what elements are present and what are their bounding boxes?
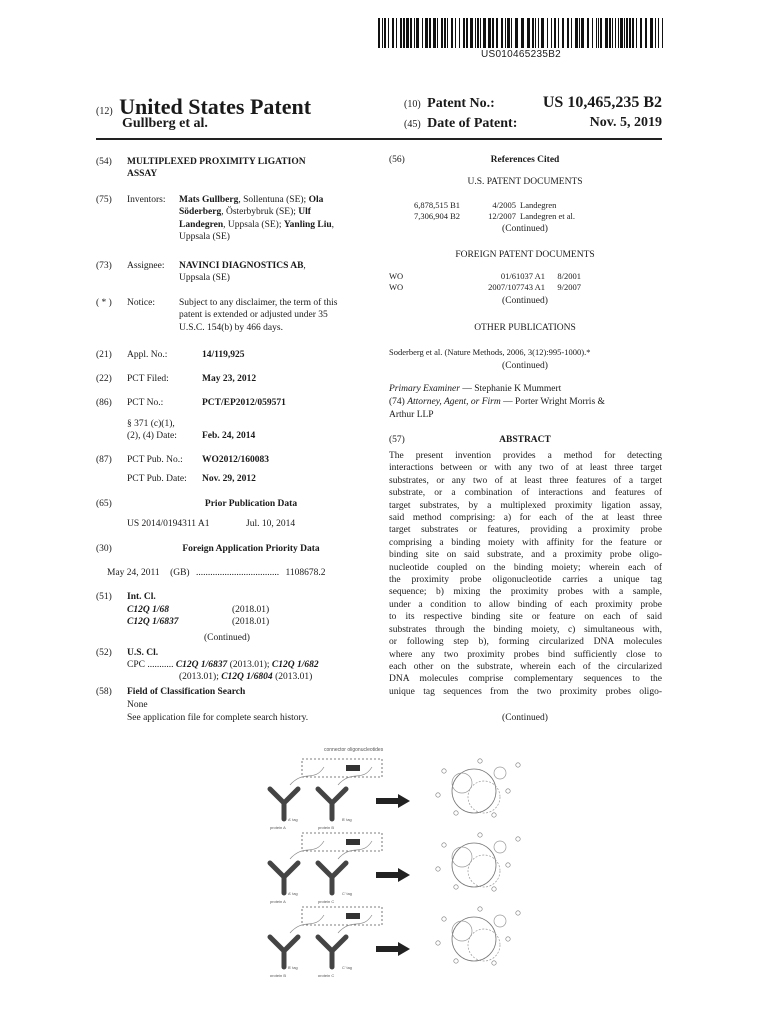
barcode-bar — [501, 18, 503, 48]
barcode-bar — [463, 18, 465, 48]
abstract-line: under a condition to allow binding of each proximity probe — [389, 599, 662, 610]
pub-date-label: PCT Pub. Date: — [127, 474, 187, 484]
probe-oligo — [290, 767, 324, 785]
barcode-bar — [527, 18, 530, 48]
barcode-bar — [587, 18, 589, 48]
intcl-code: (51) — [96, 592, 112, 602]
barcode-bar — [592, 18, 593, 48]
barcode-bar — [480, 18, 481, 48]
notice-line: U.S.C. 154(b) by 466 days. — [179, 322, 283, 333]
circular-dna-icon — [452, 921, 472, 941]
barcode-bar — [483, 18, 486, 48]
rca-product-dot — [492, 813, 496, 817]
s371 — [127, 418, 177, 443]
tag-label: C' tag — [342, 892, 352, 896]
foreign-priority-row — [107, 567, 367, 579]
notice-code: ( * ) — [96, 298, 112, 308]
barcode-bar — [392, 18, 394, 48]
inventor-location: , — [331, 219, 335, 230]
doc-country: WO — [389, 282, 404, 292]
barcode-bar — [429, 18, 431, 48]
patent-title — [127, 156, 306, 181]
cpc-row — [127, 659, 377, 671]
barcode-bar — [655, 18, 656, 48]
probe-oligo — [290, 841, 324, 859]
circular-dna-icon — [452, 843, 496, 887]
barcode-bar — [598, 18, 599, 48]
barcode-bar — [422, 18, 423, 48]
barcode-bar — [488, 18, 491, 48]
barcode-bar — [515, 18, 518, 48]
inventor-name: Mats Gullberg — [179, 195, 239, 205]
field-code: (58) — [96, 687, 112, 697]
barcode-bar — [650, 18, 653, 48]
attorney-code: (74) — [389, 397, 405, 407]
abstract-continued: (Continued) — [502, 713, 548, 723]
doc-date: 8/2001 — [557, 271, 581, 281]
barcode-bar — [382, 18, 383, 48]
barcode — [378, 18, 664, 48]
connector-oligo-box — [302, 833, 382, 851]
patent-date: Nov. 5, 2019 — [589, 115, 662, 130]
cpc-year: (2013.01); — [179, 672, 219, 682]
appl-no: 14/119,925 — [202, 350, 245, 360]
field-see: See application file for complete search history. — [127, 713, 309, 723]
barcode-bar — [579, 18, 580, 48]
inventor-location: Uppsala (SE) — [179, 232, 230, 243]
circular-dna-icon — [452, 773, 472, 793]
prior-heading: Prior Publication Data — [204, 499, 298, 509]
circular-dna-icon — [494, 767, 506, 779]
rca-product-dot — [492, 887, 496, 891]
leader-dots: ........... — [147, 660, 174, 670]
tag-label: A' tag — [288, 818, 298, 822]
arrow-head-icon — [398, 942, 410, 956]
barcode-bar — [645, 18, 647, 48]
barcode-bar — [605, 18, 608, 48]
foreign-heading: Foreign Application Priority Data — [182, 544, 320, 554]
barcode-bar — [496, 18, 498, 48]
foreign-docs-table — [389, 271, 581, 293]
rca-product-dot — [506, 937, 510, 941]
us-docs-continued: (Continued) — [502, 224, 548, 234]
leader-dots: ................................... — [195, 568, 280, 578]
appl-label: Appl. No.: — [127, 350, 168, 360]
barcode-bar — [475, 18, 476, 48]
barcode-bar — [492, 18, 494, 48]
rca-product-dot — [442, 769, 446, 773]
doc-name: Landegren — [520, 200, 557, 210]
barcode-bar — [511, 18, 512, 48]
intcl-year: (2018.01) — [232, 617, 270, 627]
abstract-line: substrates through the binding moiety, c) simultaneous with, — [389, 624, 662, 635]
rca-product-dot — [436, 867, 440, 871]
assignee-code: (73) — [96, 261, 112, 271]
refs-heading: References Cited — [490, 155, 560, 165]
table-row — [414, 200, 575, 211]
abstract-line: said method comprising: a) for each of the at least three — [389, 513, 662, 524]
oligo-mark — [346, 765, 360, 771]
patent-no-label: Patent No.: — [427, 96, 495, 111]
abstract-line: DNA molecules comprise complementary sequences to the — [389, 674, 662, 685]
us-docs-heading: U.S. PATENT DOCUMENTS — [467, 177, 583, 187]
abstract-line: The present invention provides a method for detecting — [389, 451, 662, 461]
assignee-label: Assignee: — [127, 261, 165, 271]
cpc-year: (2013.01); — [229, 660, 270, 670]
intcl-class: C12Q 1/68 — [127, 605, 169, 615]
barcode-bar — [554, 18, 556, 48]
other-pub: Soderberg et al. (Nature Methods, 2006, 3(12):995-1000).* — [389, 347, 591, 357]
abstract-line: to its respective binding site or feature on each of said — [389, 612, 662, 623]
rca-product-dot — [442, 917, 446, 921]
examiner-label: Primary Examiner — [389, 384, 460, 394]
assignee-suffix: , — [303, 261, 306, 271]
foreign-code: (30) — [96, 544, 112, 554]
patent-no-row — [404, 96, 495, 112]
barcode-bar — [662, 18, 663, 48]
field-label: Field of Classification Search — [127, 687, 246, 697]
table-row — [389, 271, 581, 282]
barcode-bar — [615, 18, 616, 48]
tag-label: C' tag — [342, 966, 352, 970]
doc-no: 6,878,515 B1 — [414, 200, 461, 210]
table-row — [389, 282, 581, 293]
attorney-name: — Porter Wright Morris & — [500, 397, 605, 407]
inventor-name: Yanling Liu — [283, 219, 332, 230]
rca-product-dot — [454, 885, 458, 889]
notice-line: patent is extended or adjusted under 35 — [179, 310, 328, 321]
abstract-line: each other on the substrate, wherein each of the circularized — [389, 661, 662, 672]
barcode-bar — [609, 18, 611, 48]
inventor-name: Ola — [308, 195, 324, 205]
rca-product-dot — [442, 843, 446, 847]
doc-date: 12/2007 — [488, 211, 516, 221]
connector-oligo-label: connector oligonucleotides — [324, 747, 384, 753]
rca-product-dot — [454, 811, 458, 815]
tag-label: A' tag — [288, 892, 298, 896]
abstract-line: substrate, or a combination of interactions and features of — [389, 488, 662, 499]
attorney-label: Attorney, Agent, or Firm — [407, 397, 501, 407]
tag-label: B' tag — [288, 966, 298, 970]
barcode-number: US010465235B2 — [480, 49, 562, 60]
barcode-bar — [626, 18, 628, 48]
barcode-bar — [433, 18, 436, 48]
barcode-bar — [612, 18, 613, 48]
barcode-bar — [547, 18, 548, 48]
examiner-name: — Stephanie K Mummert — [459, 384, 562, 394]
barcode-bar — [620, 18, 623, 48]
inventor-short: Gullberg et al. — [122, 116, 208, 131]
abstract-line: substrates, or any two of at least three features of a target — [389, 475, 662, 486]
connector-oligo-box — [302, 907, 382, 925]
rca-product-dot — [436, 941, 440, 945]
barcode-bar — [477, 18, 479, 48]
barcode-bar — [562, 18, 564, 48]
inventor-name: Ulf — [298, 207, 311, 218]
notice-label: Notice: — [127, 298, 155, 308]
barcode-bar — [629, 18, 631, 48]
notice-text — [179, 297, 337, 334]
doc-no: 7,306,904 B2 — [414, 211, 461, 221]
barcode-bar — [388, 18, 389, 48]
appl-code: (21) — [96, 350, 112, 360]
assignee-location: Uppsala (SE) — [179, 273, 230, 284]
cpc-class: C12Q 1/682 — [271, 660, 319, 670]
doc-date: 4/2005 — [492, 200, 516, 210]
rca-product-dot — [478, 759, 482, 763]
pub-no-label: PCT Pub. No.: — [127, 455, 183, 465]
prior-date: Jul. 10, 2014 — [246, 519, 296, 529]
rca-product-dot — [516, 837, 520, 841]
assignee-name: NAVINCI DIAGNOSTICS AB — [179, 261, 304, 271]
rca-product-dot — [478, 907, 482, 911]
doc-type: United States Patent — [119, 94, 312, 119]
barcode-bar — [459, 18, 460, 48]
barcode-bar — [437, 18, 438, 48]
inventor-location: , Uppsala (SE); — [223, 219, 284, 230]
inventors-code: (75) — [96, 195, 112, 205]
barcode-bar — [447, 18, 448, 48]
barcode-bar — [400, 18, 402, 48]
circular-dna-icon — [494, 915, 506, 927]
prior-pub: US 2014/0194311 A1 — [127, 519, 210, 529]
pct-no-label: PCT No.: — [127, 398, 164, 408]
barcode-bar — [444, 18, 446, 48]
barcode-bar — [396, 18, 397, 48]
abstract-line: where any two proximity probes bind sufficiently close to — [389, 649, 662, 660]
rca-product-dot — [436, 793, 440, 797]
foreign-date: May 24, 2011 — [107, 568, 160, 578]
barcode-bar — [538, 18, 539, 48]
inventors-list — [179, 194, 375, 244]
oligo-mark — [346, 839, 360, 845]
doc-no: 01/61037 A1 — [500, 271, 545, 281]
protein-label: protein C — [318, 899, 335, 904]
pub-no: WO2012/160083 — [202, 455, 270, 465]
inventor-name: Söderberg — [179, 207, 222, 218]
inventor-location: , Sollentuna (SE); — [238, 195, 309, 205]
barcode-bar — [406, 18, 409, 48]
barcode-bar — [558, 18, 559, 48]
cpc-year: (2013.01) — [275, 672, 313, 682]
field-none: None — [127, 700, 148, 710]
abstract-line: comprising a binding moiety with affinity for the feature or — [389, 537, 662, 548]
cpc-class: C12Q 1/6837 — [175, 660, 228, 670]
rca-product-dot — [492, 961, 496, 965]
abstract-line: or following step b), forming circularized DNA molecules — [389, 637, 662, 648]
uscl-label: U.S. Cl. — [127, 648, 159, 658]
abstract-text — [389, 450, 662, 698]
uscl-code: (52) — [96, 648, 112, 658]
refs-code: (56) — [389, 155, 405, 165]
s371-line: § 371 (c)(1), — [127, 419, 175, 429]
pct-no-code: (86) — [96, 398, 112, 408]
notice-line: Subject to any disclaimer, the term of this — [179, 298, 338, 308]
pct-filed-label: PCT Filed: — [127, 374, 169, 384]
cpc-label: CPC — [127, 660, 145, 670]
foreign-country: (GB) — [170, 568, 190, 578]
barcode-bar — [410, 18, 412, 48]
abstract-code: (57) — [389, 435, 405, 445]
rca-product-dot — [506, 863, 510, 867]
inventor-location: , Österbybruk (SE); — [221, 207, 299, 218]
foreign-docs-heading: FOREIGN PATENT DOCUMENTS — [455, 250, 595, 260]
barcode-bar — [624, 18, 625, 48]
abstract-line: target substrates, by a multiplexed proximity ligation assay, — [389, 500, 662, 511]
patent-no: US 10,465,235 B2 — [542, 94, 662, 111]
date-label: Date of Patent: — [427, 116, 518, 131]
inventor-name: Landegren — [179, 219, 224, 230]
barcode-bar — [384, 18, 386, 48]
rca-product-dot — [506, 789, 510, 793]
pct-filed: May 23, 2012 — [202, 374, 257, 384]
probe-oligo — [290, 915, 324, 933]
barcode-bar — [416, 18, 419, 48]
title-line: ASSAY — [127, 169, 158, 180]
circular-dna-icon — [452, 769, 496, 813]
pct-filed-code: (22) — [96, 374, 112, 384]
pct-no: PCT/EP2012/059571 — [202, 398, 286, 408]
doc-no: 2007/107743 A1 — [488, 282, 545, 292]
barcode-bar — [658, 18, 659, 48]
foreign-docs-continued: (Continued) — [502, 296, 548, 306]
barcode-bar — [541, 18, 544, 48]
protein-label: protein B — [318, 825, 335, 830]
table-row — [414, 211, 575, 222]
abstract-line: target substrates or features, providing a proximity probe — [389, 525, 662, 536]
barcode-bar — [581, 18, 584, 48]
intcl-label: Int. Cl. — [127, 592, 156, 602]
barcode-bar — [567, 18, 569, 48]
circular-dna-icon — [494, 841, 506, 853]
header-rule — [96, 138, 662, 140]
us-docs-table — [414, 200, 575, 222]
s371-line: (2), (4) Date: — [127, 431, 177, 442]
barcode-bar — [575, 18, 578, 48]
patent-no-code: (10) — [404, 99, 421, 110]
abstract-heading: ABSTRACT — [499, 435, 551, 445]
attorney-row — [389, 396, 605, 408]
barcode-bar — [507, 18, 510, 48]
kind-code: (12) — [96, 106, 113, 117]
foreign-no: 1108678.2 — [285, 568, 326, 578]
abstract-line: sequence; b) mixing the proximity probes with a sample, — [389, 587, 662, 598]
pub-date: Nov. 29, 2012 — [202, 474, 256, 484]
date-row — [404, 116, 517, 132]
barcode-bar — [636, 18, 637, 48]
s371-date: Feb. 24, 2014 — [202, 431, 256, 441]
doc-name: Landegren et al. — [520, 211, 575, 221]
tag-label: B' tag — [342, 818, 352, 822]
abstract-line: the proximity probe oligonucleotide carries a unique tag — [389, 575, 662, 586]
barcode-bar — [551, 18, 552, 48]
other-pubs-heading: OTHER PUBLICATIONS — [474, 323, 576, 333]
rca-product-dot — [516, 911, 520, 915]
cpc-class: C12Q 1/6804 — [221, 672, 273, 682]
intcl-class: C12Q 1/6837 — [127, 617, 179, 627]
pub-code: (87) — [96, 455, 112, 465]
barcode-bar — [466, 18, 468, 48]
title-code: (54) — [96, 157, 112, 167]
barcode-bar — [470, 18, 473, 48]
barcode-bar — [451, 18, 453, 48]
barcode-bar — [441, 18, 443, 48]
barcode-bar — [535, 18, 536, 48]
circular-dna-icon — [452, 847, 472, 867]
barcode-bar — [618, 18, 619, 48]
protein-label: protein C — [318, 973, 335, 977]
connector-oligo-box — [302, 759, 382, 777]
barcode-bar — [378, 18, 380, 48]
barcode-bar — [640, 18, 642, 48]
title-line: MULTIPLEXED PROXIMITY LIGATION — [127, 157, 306, 167]
arrow-head-icon — [398, 868, 410, 882]
rca-product-dot — [454, 959, 458, 963]
abstract-line: binding site on said substrate, and a proximity probe oligo- — [389, 550, 662, 561]
date-code: (45) — [404, 119, 421, 130]
barcode-bar — [455, 18, 456, 48]
prior-code: (65) — [96, 499, 112, 509]
protein-label: protein A — [270, 899, 286, 904]
barcode-bar — [403, 18, 405, 48]
circular-dna-icon — [452, 917, 496, 961]
other-pubs-continued: (Continued) — [502, 361, 548, 371]
arrow-head-icon — [398, 794, 410, 808]
barcode-bar — [532, 18, 534, 48]
barcode-bar — [632, 18, 634, 48]
barcode-bar — [505, 18, 506, 48]
protein-label: protein B — [270, 973, 287, 977]
abstract-line: nucleotide coupled on the binding moiety; wherein each of — [389, 562, 662, 573]
barcode-bar — [414, 18, 415, 48]
abstract-line: interactions between or with any two of at least three target — [389, 463, 662, 474]
representative-figure — [262, 745, 552, 977]
inventors-label: Inventors: — [127, 195, 166, 205]
oligo-mark — [346, 913, 360, 919]
examiner-row — [389, 383, 561, 395]
attorney-line-2: Arthur LLP — [389, 410, 434, 420]
doc-country: WO — [389, 271, 404, 281]
rca-product-dot — [478, 833, 482, 837]
assignee — [179, 260, 306, 285]
barcode-bar — [571, 18, 572, 48]
protein-label: protein A — [270, 825, 286, 830]
rca-product-dot — [516, 763, 520, 767]
intcl-year: (2018.01) — [232, 605, 270, 615]
barcode-bar — [521, 18, 524, 48]
abstract-line: unique tag sequences from the two proximity probes oligo- — [389, 686, 662, 697]
doc-date: 9/2007 — [557, 282, 581, 292]
barcode-bar — [425, 18, 428, 48]
barcode-bar — [600, 18, 602, 48]
intcl-continued: (Continued) — [204, 633, 250, 643]
cpc-row-2 — [179, 671, 379, 683]
barcode-bar — [596, 18, 597, 48]
